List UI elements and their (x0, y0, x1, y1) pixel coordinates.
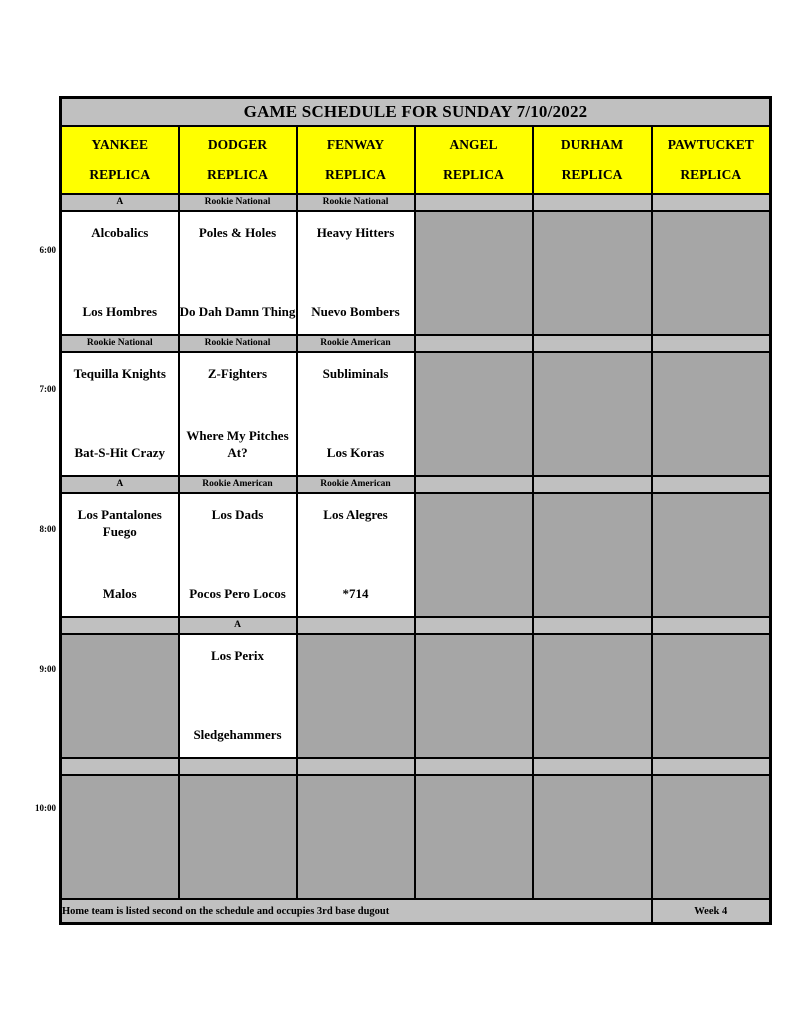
league-label (179, 758, 297, 775)
league-strip-row (61, 758, 771, 775)
game-cell (61, 352, 179, 476)
league-label: Rookie American (297, 476, 415, 493)
game-cell-empty (652, 211, 771, 335)
game-cell (61, 211, 179, 335)
league-label (652, 758, 771, 775)
league-label: A (61, 476, 179, 493)
home-team: Where My Pitches At? (186, 428, 289, 460)
league-label (415, 476, 533, 493)
away-team: Z-Fighters (207, 366, 268, 381)
field-name-line1: ANGEL (449, 137, 498, 152)
field-name-line2: REPLICA (561, 167, 623, 182)
home-team: Bat-S-Hit Crazy (74, 445, 166, 460)
field-name-line2: REPLICA (207, 167, 268, 182)
field-header-pawtucket (652, 126, 771, 194)
time-label-10: 10:00 (35, 803, 56, 813)
league-label (533, 617, 652, 634)
field-header-angel (415, 126, 533, 194)
field-name-line1: DURHAM (560, 137, 624, 152)
game-cell-empty (297, 634, 415, 758)
game-cell-empty (415, 493, 533, 617)
league-strip-row (61, 617, 771, 634)
field-name-line2: REPLICA (325, 167, 386, 182)
league-label: A (179, 617, 297, 634)
game-cell (297, 493, 415, 617)
away-team: Los Pantalones Fuego (77, 507, 162, 539)
game-row-7 (61, 352, 771, 476)
away-team: Los Dads (211, 507, 264, 522)
game-cell-empty (61, 775, 179, 899)
game-cell-empty (652, 634, 771, 758)
field-name-line2: REPLICA (89, 167, 151, 182)
home-team: Los Koras (326, 445, 385, 460)
game-cell-empty (415, 634, 533, 758)
game-cell-empty (297, 775, 415, 899)
field-header-dodger (179, 126, 297, 194)
away-team: Subliminals (322, 366, 389, 381)
game-cell-empty (415, 352, 533, 476)
title-row (61, 98, 771, 127)
game-cell-empty (61, 634, 179, 758)
game-cell-empty (533, 493, 652, 617)
league-label (415, 194, 533, 211)
league-label (61, 617, 179, 634)
home-team: *714 (342, 586, 369, 601)
game-cell (179, 634, 297, 758)
field-name-line1: YANKEE (91, 137, 149, 152)
league-strip-row (61, 335, 771, 352)
league-label (533, 194, 652, 211)
league-label: Rookie American (297, 335, 415, 352)
home-team: Malos (102, 586, 137, 601)
away-team: Alcobalics (91, 225, 149, 240)
field-header-row (61, 126, 771, 194)
league-label (652, 476, 771, 493)
time-label-6: 6:00 (39, 245, 56, 255)
league-label (297, 758, 415, 775)
field-name-line2: REPLICA (443, 167, 504, 182)
home-team: Sledgehammers (193, 727, 282, 742)
league-label (652, 335, 771, 352)
away-team: Tequilla Knights (73, 366, 166, 381)
league-label: Rookie National (179, 194, 297, 211)
league-label: Rookie National (297, 194, 415, 211)
home-team: Pocos Pero Locos (189, 586, 286, 601)
away-team: Poles & Holes (198, 225, 277, 240)
league-label (533, 758, 652, 775)
league-label (533, 476, 652, 493)
league-label: Rookie American (179, 476, 297, 493)
footer-note: Home team is listed second on the schedule and occupies 3rd base dugout (61, 899, 652, 924)
field-name-line1: DODGER (207, 137, 268, 152)
game-row-10 (61, 775, 771, 899)
game-cell-empty (533, 775, 652, 899)
field-header-fenway (297, 126, 415, 194)
game-cell (179, 211, 297, 335)
home-team: Do Dah Damn Thing (179, 304, 296, 319)
league-label (61, 758, 179, 775)
game-row-9 (61, 634, 771, 758)
league-label (415, 758, 533, 775)
league-label (652, 194, 771, 211)
game-cell-empty (415, 775, 533, 899)
game-cell-empty (533, 634, 652, 758)
field-name-line1: FENWAY (326, 137, 385, 152)
league-label (415, 335, 533, 352)
footer-week: Week 4 (652, 899, 771, 924)
game-cell-empty (652, 352, 771, 476)
game-cell-empty (533, 352, 652, 476)
field-name-line1: PAWTUCKET (667, 137, 754, 152)
league-label (297, 617, 415, 634)
league-label (652, 617, 771, 634)
schedule-table (59, 96, 772, 925)
field-header-yankee (61, 126, 179, 194)
game-cell-empty (652, 493, 771, 617)
home-team: Nuevo Bombers (311, 304, 400, 319)
league-label (533, 335, 652, 352)
game-cell (61, 493, 179, 617)
game-cell-empty (652, 775, 771, 899)
time-label-8: 8:00 (39, 524, 56, 534)
game-cell-empty (533, 211, 652, 335)
time-label-9: 9:00 (39, 664, 56, 674)
game-cell (179, 493, 297, 617)
schedule-table-wrap (59, 96, 769, 925)
game-cell-empty (179, 775, 297, 899)
league-label: A (61, 194, 179, 211)
game-cell (179, 352, 297, 476)
league-strip-row (61, 194, 771, 211)
league-label: Rookie National (179, 335, 297, 352)
field-name-line2: REPLICA (680, 167, 742, 182)
footer-row (61, 899, 771, 924)
game-cell (297, 211, 415, 335)
away-team: Heavy Hitters (316, 225, 395, 240)
league-label (415, 617, 533, 634)
away-team: Los Alegres (323, 507, 388, 522)
league-label: Rookie National (61, 335, 179, 352)
home-team: Los Hombres (82, 304, 157, 319)
away-team: Los Perix (210, 648, 265, 663)
time-label-7: 7:00 (39, 384, 56, 394)
game-row-8 (61, 493, 771, 617)
page-title: GAME SCHEDULE FOR SUNDAY 7/10/2022 (61, 98, 771, 127)
game-row-6 (61, 211, 771, 335)
league-strip-row (61, 476, 771, 493)
game-cell-empty (415, 211, 533, 335)
game-cell (297, 352, 415, 476)
field-header-durham (533, 126, 652, 194)
